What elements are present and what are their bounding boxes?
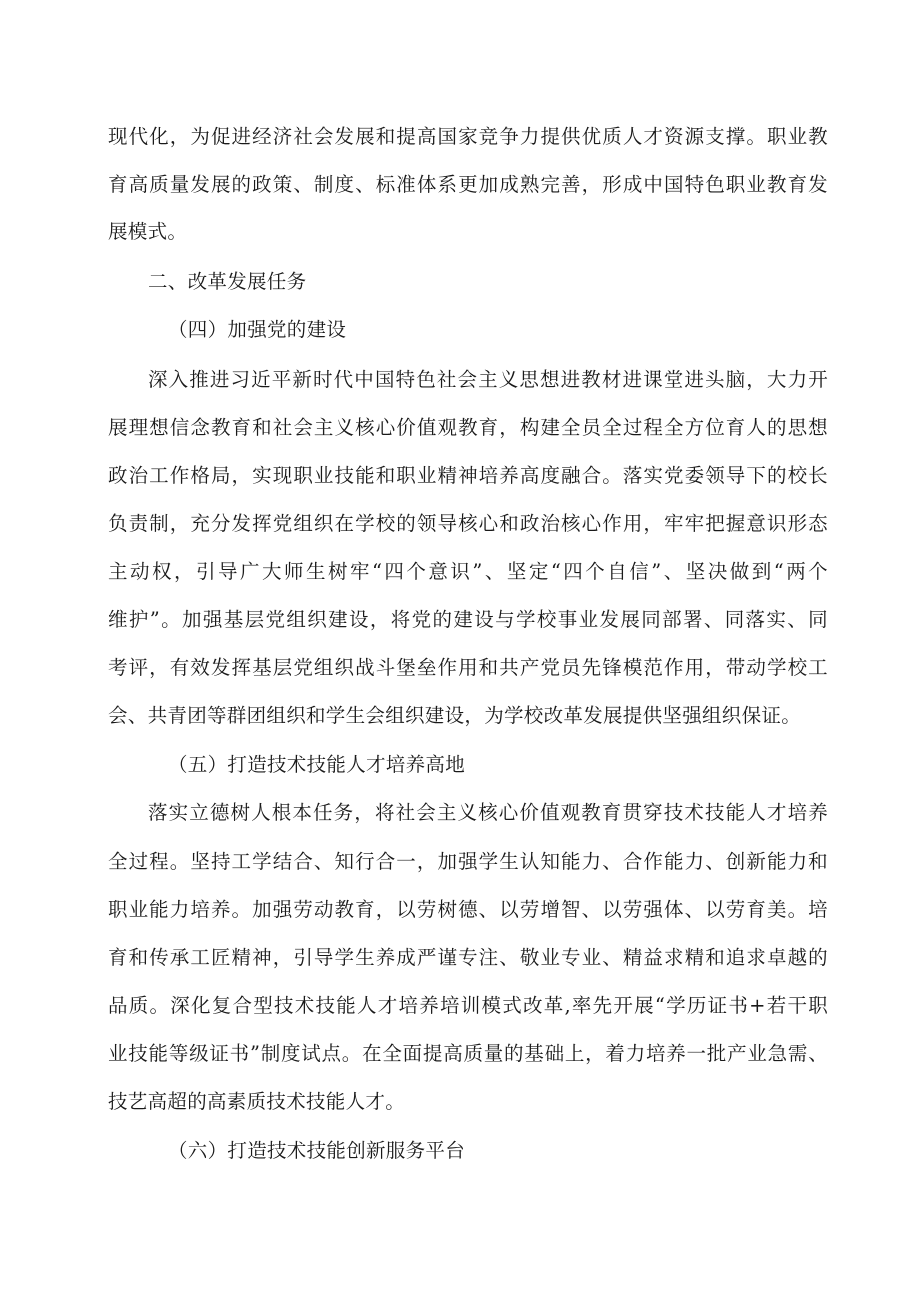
paragraph-line: 深入推进习近平新时代中国特色社会主义思想进教材进课堂进头脑，大力开 [148, 368, 828, 391]
paragraph-line: 主动权，引导广大师生树牢“四个意识”、坚定“四个自信”、坚决做到“两个 [108, 560, 828, 583]
paragraph-line: 考评，有效发挥基层党组织战斗堡垒作用和共产党员先锋模范作用，带动学校工 [108, 656, 828, 679]
paragraph-line: 业技能等级证书”制度试点。在全面提高质量的基础上，着力培养一批产业急需、 [108, 1042, 828, 1065]
paragraph-line: 现代化，为促进经济社会发展和提高国家竞争力提供优质人才资源支撑。职业教 [108, 125, 828, 148]
paragraph-line: 政治工作格局，实现职业技能和职业精神培养高度融合。落实党委领导下的校长 [108, 464, 828, 487]
paragraph-line: 品质。深化复合型技术技能人才培养培训模式改革,率先开展“学历证书+若干职 [108, 994, 828, 1017]
paragraph-line: 展理想信念教育和社会主义核心价值观教育，构建全员全过程全方位育人的思想 [108, 416, 828, 439]
subsection-heading: （五）打造技术技能人才培养高地 [168, 753, 466, 776]
paragraph-line: 职业能力培养。加强劳动教育，以劳树德、以劳增智、以劳强体、以劳育美。培 [108, 898, 828, 921]
paragraph-line: 展模式。 [108, 220, 188, 243]
section-heading: 二、改革发展任务 [148, 270, 307, 293]
paragraph-line: 维护”。加强基层党组织建设，将党的建设与学校事业发展同部署、同落实、同 [108, 608, 828, 631]
subsection-heading: （六）打造技术技能创新服务平台 [168, 1139, 466, 1162]
paragraph-line: 负责制，充分发挥党组织在学校的领导核心和政治核心作用，牢牢把握意识形态 [108, 512, 828, 535]
paragraph-line: 育高质量发展的政策、制度、标准体系更加成熟完善，形成中国特色职业教育发 [108, 173, 828, 196]
paragraph-line: 育和传承工匠精神，引导学生养成严谨专注、敬业专业、精益求精和追求卓越的 [108, 946, 828, 969]
paragraph-line: 技艺高超的高素质技术技能人才。 [108, 1090, 406, 1113]
paragraph-line: 全过程。坚持工学结合、知行合一，加强学生认知能力、合作能力、创新能力和 [108, 850, 828, 873]
paragraph-line: 会、共青团等群团组织和学生会组织建设，为学校改革发展提供坚强组织保证。 [108, 704, 802, 727]
subsection-heading: （四）加强党的建设 [168, 318, 347, 341]
paragraph-line: 落实立德树人根本任务，将社会主义核心价值观教育贯穿技术技能人才培养 [148, 801, 828, 824]
